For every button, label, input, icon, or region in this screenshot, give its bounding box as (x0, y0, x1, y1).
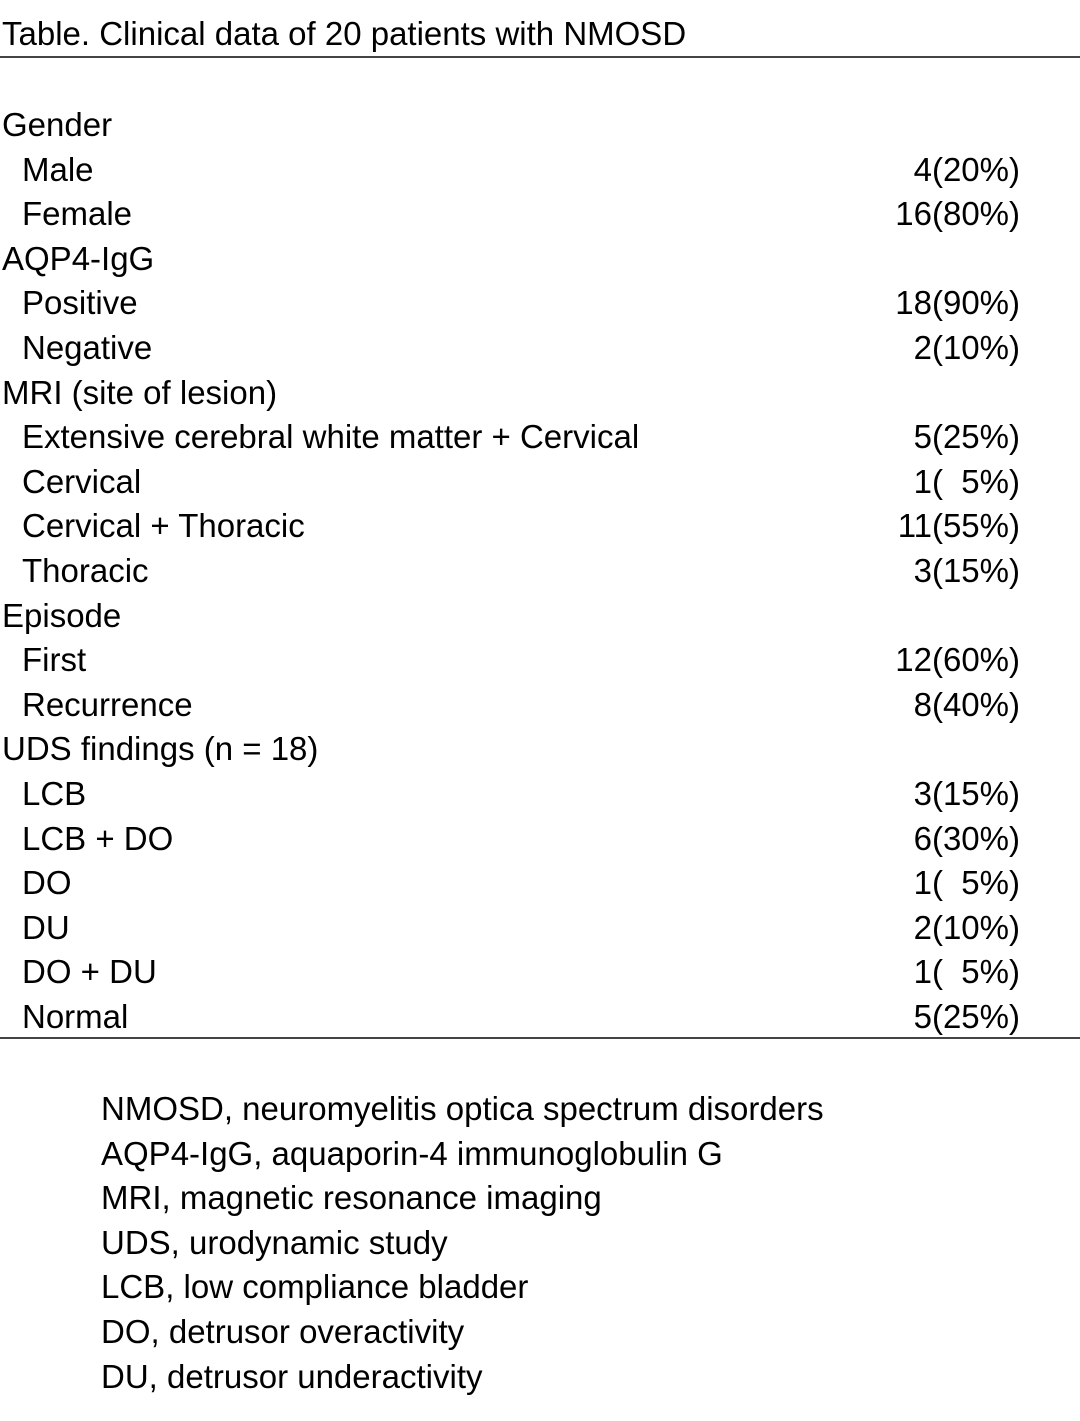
table-footnotes (101, 1087, 824, 1399)
table-row (0, 683, 1080, 728)
row-label: Thoracic (22, 551, 149, 589)
bottom-rule (0, 1037, 1080, 1039)
row-label: MRI (site of lesion) (2, 373, 278, 411)
table-row (0, 415, 1080, 460)
row-label: Gender (2, 106, 113, 143)
row-value: 1( 5%) (913, 864, 1020, 902)
row-label: Episode (2, 596, 122, 634)
row-label: AQP4-IgG (2, 239, 155, 277)
footnote: DO, detrusor overactivity (101, 1312, 465, 1350)
top-rule (0, 56, 1080, 58)
table-row (0, 906, 1080, 951)
row-value: 1( 5%) (913, 462, 1020, 500)
row-label: Negative (22, 328, 153, 366)
group-header-uds (0, 727, 1080, 772)
table-row (0, 861, 1080, 906)
table-row (0, 504, 1080, 549)
row-label: Recurrence (22, 685, 193, 723)
row-label: Cervical (22, 462, 142, 500)
table-row (0, 460, 1080, 505)
row-value: 11(55%) (897, 507, 1020, 545)
row-label: DO + DU (22, 953, 157, 991)
group-header-gender (0, 103, 1080, 148)
footnote: AQP4-IgG, aquaporin-4 immunoglobulin G (101, 1134, 723, 1172)
row-label: UDS findings (n = 18) (2, 730, 319, 768)
row-label: DO (22, 864, 72, 902)
row-label: Extensive cerebral white matter + Cervical (22, 418, 640, 456)
row-value: 5(25%) (913, 418, 1020, 456)
row-label: Normal (22, 997, 129, 1035)
table-row (0, 549, 1080, 594)
footnote: MRI, magnetic resonance imaging (101, 1179, 602, 1217)
row-label: First (22, 641, 87, 679)
table-row (0, 281, 1080, 326)
footnote: UDS, urodynamic study (101, 1223, 448, 1261)
row-value: 2(10%) (913, 908, 1020, 946)
table-row (0, 148, 1080, 193)
row-label: Female (22, 195, 133, 233)
row-label: Cervical + Thoracic (22, 507, 305, 545)
table-row (0, 772, 1080, 817)
table-row (0, 817, 1080, 862)
footnote: DU, detrusor underactivity (101, 1357, 483, 1395)
row-label: Male (22, 150, 94, 188)
row-value: 16(80%) (895, 195, 1020, 233)
table-row (0, 638, 1080, 683)
table-row (0, 950, 1080, 995)
row-label: DU (22, 908, 70, 946)
row-value: 6(30%) (913, 819, 1020, 857)
row-value: 12(60%) (895, 641, 1020, 679)
group-header-aqp4 (0, 237, 1080, 282)
row-value: 8(40%) (913, 685, 1020, 723)
group-header-mri (0, 371, 1080, 416)
table-title: Table. Clinical data of 20 patients with NMOSD (2, 15, 687, 52)
row-value: 1( 5%) (913, 953, 1020, 991)
row-value: 2(10%) (913, 328, 1020, 366)
row-value: 4(20%) (913, 150, 1020, 188)
row-label: Positive (22, 284, 138, 322)
footnote: LCB, low compliance bladder (101, 1268, 529, 1306)
row-label: LCB + DO (22, 819, 174, 857)
row-value: 3(15%) (913, 774, 1020, 812)
table-row (0, 192, 1080, 237)
row-value: 5(25%) (913, 997, 1020, 1035)
row-value: 3(15%) (913, 551, 1020, 589)
group-header-episode (0, 594, 1080, 639)
table-row (0, 995, 1080, 1040)
table-row (0, 326, 1080, 371)
clinical-data-table (0, 103, 1080, 1039)
row-label: LCB (22, 774, 87, 812)
row-value: 18(90%) (895, 284, 1020, 322)
footnote: NMOSD, neuromyelitis optica spectrum disorders (101, 1090, 824, 1127)
